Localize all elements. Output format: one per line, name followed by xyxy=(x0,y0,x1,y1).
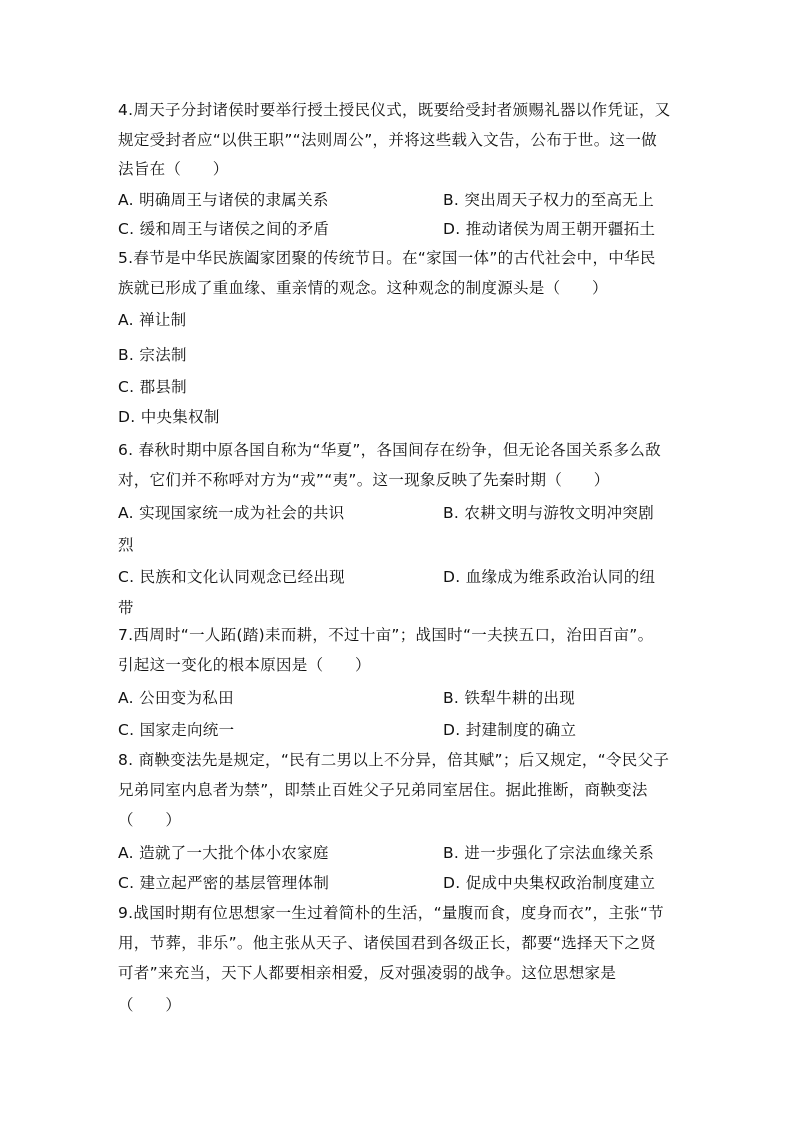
option-a: A. 实现国家统一成为社会的共识 xyxy=(118,504,345,522)
option-c: C. 缓和周王与诸侯之间的矛盾 xyxy=(118,220,330,238)
option-d: D. 推动诸侯为周王朝开疆拓土 xyxy=(443,220,656,238)
question-stem: 5.春节是中华民族阖家团聚的传统节日。在“家国一体”的古代社会中，中华民 xyxy=(118,249,656,267)
question-stem: 8. 商鞅变法先是规定，“民有二男以上不分异，倍其赋”；后又规定，“令民父子 xyxy=(118,751,670,769)
option-d-wrap: 带 xyxy=(118,599,134,617)
question-stem: 对，它们并不称呼对方为“戎”“夷”。这一现象反映了先秦时期（ ） xyxy=(118,471,610,489)
question-stem: 兄弟同室内息者为禁”，即禁止百姓父子兄弟同室居住。据此推断，商鞅变法 xyxy=(118,781,648,799)
question-stem: 9.战国时期有位思想家一生过着简朴的生活，“量腹而食，度身而衣”，主张“节 xyxy=(118,904,664,922)
option-a: A. 明确周王与诸侯的隶属关系 xyxy=(118,191,329,209)
option-b: B. 铁犁牛耕的出现 xyxy=(443,689,575,707)
option-b: B. 宗法制 xyxy=(118,346,187,364)
option-a: A. 造就了一大批个体小农家庭 xyxy=(118,844,329,862)
option-d: D. 封建制度的确立 xyxy=(443,721,577,739)
question-stem: （ ） xyxy=(118,996,182,1014)
question-stem: 可者”来充当，天下人都要相亲相爱，反对强凌弱的战争。这位思想家是 xyxy=(118,964,617,982)
option-c: C. 建立起严密的基层管理体制 xyxy=(118,874,330,892)
option-a: A. 禅让制 xyxy=(118,311,187,329)
question-stem: 6. 春秋时期中原各国自称为“华夏”，各国间存在纷争，但无论各国关系多么敌 xyxy=(118,441,661,459)
option-b: B. 农耕文明与游牧文明冲突剧 xyxy=(443,504,654,522)
question-stem: 引起这一变化的根本原因是（ ） xyxy=(118,656,371,674)
option-d: D. 血缘成为维系政治认同的纽 xyxy=(443,568,656,586)
option-c: C. 郡县制 xyxy=(118,378,187,396)
option-b: B. 突出周天子权力的至高无上 xyxy=(443,191,654,209)
option-b-wrap: 烈 xyxy=(118,536,134,554)
option-b: B. 进一步强化了宗法血缘关系 xyxy=(443,844,654,862)
option-d: D. 促成中央集权政治制度建立 xyxy=(443,874,656,892)
question-stem: 用，节葬，非乐”。他主张从天子、诸侯国君到各级正长，都要“选择天下之贤 xyxy=(118,934,657,952)
question-stem: 规定受封者应“以供王职”“法则周公”，并将这些载入文告，公布于世。这一做 xyxy=(118,131,657,149)
question-stem: 族就已形成了重血缘、重亲情的观念。这种观念的制度源头是（ ） xyxy=(118,279,608,297)
question-stem: 4.周天子分封诸侯时要举行授土授民仪式，既要给受封者颁赐礼器以作凭证，又 xyxy=(118,101,671,119)
option-d: D. 中央集权制 xyxy=(118,408,220,426)
question-stem: 法旨在（ ） xyxy=(118,160,229,178)
option-c: C. 国家走向统一 xyxy=(118,721,235,739)
option-c: C. 民族和文化认同观念已经出现 xyxy=(118,568,345,586)
option-a: A. 公田变为私田 xyxy=(118,689,234,707)
question-stem: 7.西周时“一人跖(踏)耒而耕，不过十亩”；战国时“一夫挟五口，治田百亩”。 xyxy=(118,626,654,644)
question-stem: （ ） xyxy=(118,811,182,829)
